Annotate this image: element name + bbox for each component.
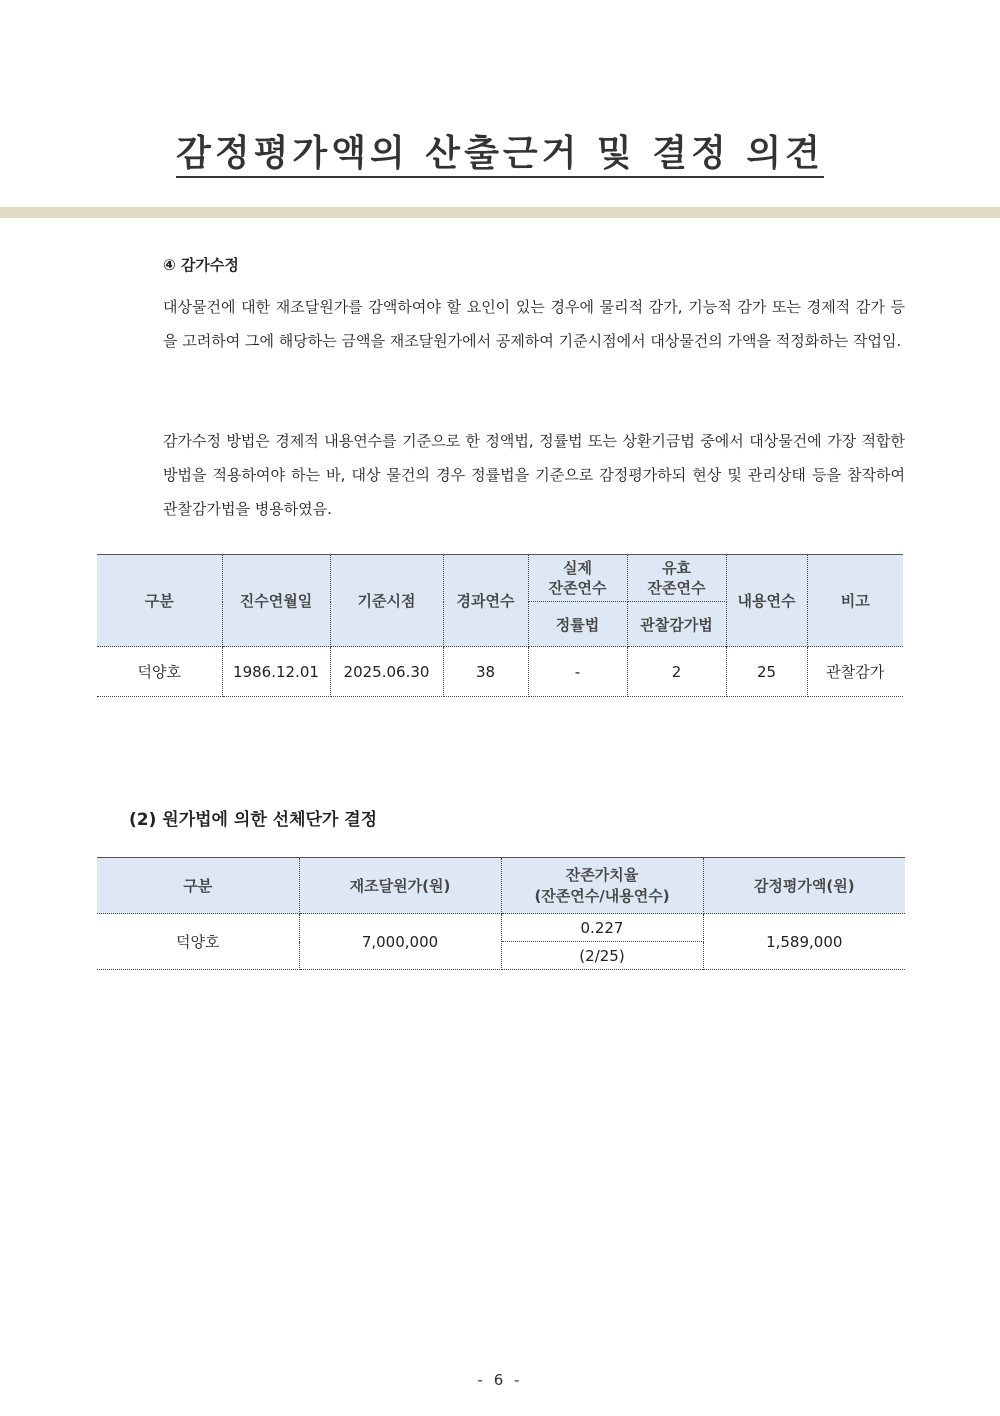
page-number: - 6 - xyxy=(477,1371,523,1389)
header-effective-remaining xyxy=(627,555,726,602)
depreciation-table xyxy=(97,554,903,697)
depreciation-heading: ④ 감가수정 xyxy=(163,256,239,274)
header-residual-rate xyxy=(501,858,703,914)
cell-base-date: 2025.06.30 xyxy=(330,647,443,697)
cell-elapsed-years: 38 xyxy=(443,647,528,697)
depreciation-paragraph-1: 대상물건에 대한 재조달원가를 감액하여야 할 요인이 있는 경우에 물리적 감가, 기능적 감가 또는 경제적 감가 등을 고려하여 그에 해당하는 금액을 재조달원가에서 공제하여 기준시점에서 대상물건의 가액을 적정화하는 작업임. xyxy=(163,298,905,350)
header-appraised-value: 감정평가액(원) xyxy=(703,858,905,914)
header-base-date: 기준시점 xyxy=(330,555,443,647)
header-useful-life: 내용연수 xyxy=(726,555,807,647)
header-declining-balance: 정률법 xyxy=(528,602,627,647)
cell-category: 덕양호 xyxy=(97,647,222,697)
table-row xyxy=(97,647,903,697)
header-actual-remaining xyxy=(528,555,627,602)
header-residual-rate-line2: (잔존연수/내용연수) xyxy=(534,886,670,905)
cell-category: 덕양호 xyxy=(97,914,299,970)
title-divider xyxy=(0,207,1000,218)
page-title-text: 감정평가액의 산출근거 및 결정 의견 xyxy=(176,133,824,178)
header-effective-remaining-line2: 잔존연수 xyxy=(647,579,706,597)
table-row xyxy=(97,914,905,942)
cell-useful-life: 25 xyxy=(726,647,807,697)
cell-residual-fraction: (2/25) xyxy=(501,942,703,970)
section-heading: (2) 원가법에 의한 선체단가 결정 xyxy=(129,810,378,830)
header-built-date: 진수연월일 xyxy=(222,555,330,647)
cell-appraised-value: 1,589,000 xyxy=(703,914,905,970)
header-actual-remaining-line1: 실제 xyxy=(563,559,592,577)
page-title xyxy=(0,125,1000,176)
header-elapsed-years: 경과연수 xyxy=(443,555,528,647)
table-header-row xyxy=(97,858,905,914)
header-category: 구분 xyxy=(97,555,222,647)
cell-residual-rate: 0.227 xyxy=(501,914,703,942)
header-residual-rate-line1: 잔존가치율 xyxy=(565,865,639,884)
cell-built-date: 1986.12.01 xyxy=(222,647,330,697)
header-actual-remaining-line2: 잔존연수 xyxy=(548,579,607,597)
unit-price-table xyxy=(97,857,905,970)
cell-observed-depreciation: 2 xyxy=(627,647,726,697)
header-replacement-cost: 재조달원가(원) xyxy=(299,858,501,914)
header-effective-remaining-line1: 유효 xyxy=(662,559,691,577)
table-header-row xyxy=(97,555,903,602)
cell-declining-balance: - xyxy=(528,647,627,697)
header-observed-depreciation: 관찰감가법 xyxy=(627,602,726,647)
cell-replacement-cost: 7,000,000 xyxy=(299,914,501,970)
header-category: 구분 xyxy=(97,858,299,914)
depreciation-paragraph-2: 감가수정 방법은 경제적 내용연수를 기준으로 한 정액법, 정률법 또는 상환기금법 중에서 대상물건에 가장 적합한 방법을 적용하여야 하는 바, 대상 물건의 경우 정률법을 기준으로 감정평가하되 현상 및 관리상태 등을 참작하여 관찰감가법을 병용하였음. xyxy=(163,432,905,518)
cell-remarks: 관찰감가 xyxy=(807,647,903,697)
header-remarks: 비고 xyxy=(807,555,903,647)
